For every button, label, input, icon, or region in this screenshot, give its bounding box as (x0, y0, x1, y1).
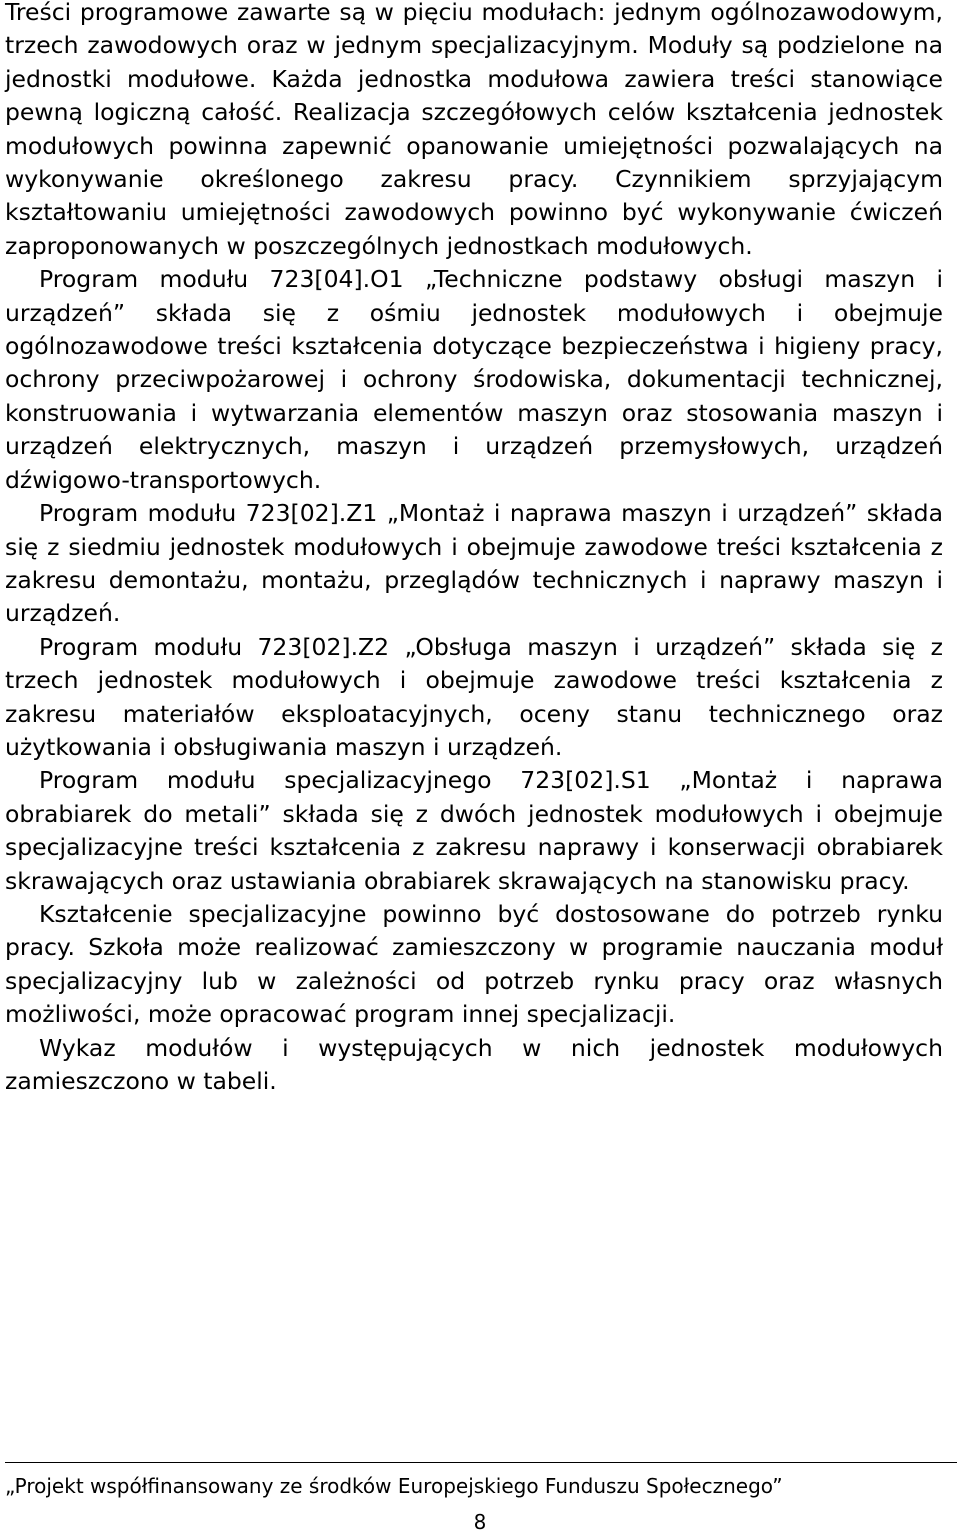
paragraph-module-o1: Program modułu 723[04].O1 „Techniczne podstawy obsługi maszyn i urządzeń” składa się z ośmiu jednostek modułowych i obejmuje ogólnozawodowe treści kształcenia dotyczące bezpieczeństwa i higieny pracy, ochrony przeciwpożarowej i ochrony środowiska, dokumentacji technicznej, konstruowania i wytwarzania elementów maszyn oraz stosowania maszyn i urządzeń elektrycznych, maszyn i urządzeń przemysłowych, urządzeń dźwigowo-transportowych. (5, 265, 943, 494)
paragraph-module-s1: Program modułu specjalizacyjnego 723[02].S1 „Montaż i naprawa obrabiarek do metali” składa się z dwóch jednostek modułowych i obejmuje specjalizacyjne treści kształcenia z zakresu naprawy i konserwacji obrabiarek skrawających oraz ustawiania obrabiarek skrawających na stanowisku pracy. (5, 766, 943, 895)
paragraph-module-z2: Program modułu 723[02].Z2 „Obsługa maszyn i urządzeń” składa się z trzech jednostek modułowych i obejmuje zawodowe treści kształcenia z zakresu materiałów eksploatacyjnych, oceny stanu technicznego oraz użytkowania i obsługiwania maszyn i urządzeń. (5, 632, 943, 761)
paragraph-specialization: Kształcenie specjalizacyjne powinno być dostosowane do potrzeb rynku pracy. Szkoła może realizować zamieszczony w programie nauczania moduł specjalizacyjny lub w zależności od potrzeb rynku pracy oraz własnych możliwości, może opracować program innej specjalizacji. (5, 899, 943, 1029)
footer-funding-note: „Projekt współfinansowany ze środków Europejskiego Funduszu Społecznego” (5, 1474, 783, 1498)
document-body (5, 0, 943, 1098)
page-number: 8 (473, 1510, 487, 1534)
paragraph-table-reference: Wykaz modułów i występujących w nich jednostek modułowych zamieszczono w tabeli. (5, 1033, 943, 1095)
paragraph-intro: Treści programowe zawarte są w pięciu modułach: jednym ogólnozawodowym, trzech zawodowych oraz w jednym specjalizacyjnym. Moduły są podzielone na jednostki modułowe. Każda jednostka modułowa zawiera treści stanowiące pewną logiczną całość. Realizacja szczegółowych celów kształcenia jednostek modułowych powinna zapewnić opanowanie umiejętności pozwalających na wykonywanie określonego zakresu pracy. Czynnikiem sprzyjającym kształtowaniu umiejętności zawodowych powinno być wykonywanie ćwiczeń zaproponowanych w poszczególnych jednostkach modułowych. (5, 0, 943, 260)
footer-divider (5, 1462, 957, 1463)
paragraph-module-z1: Program modułu 723[02].Z1 „Montaż i naprawa maszyn i urządzeń” składa się z siedmiu jednostek modułowych i obejmuje zawodowe treści kształcenia z zakresu demontażu, montażu, przeglądów technicznych i naprawy maszyn i urządzeń. (5, 499, 943, 628)
